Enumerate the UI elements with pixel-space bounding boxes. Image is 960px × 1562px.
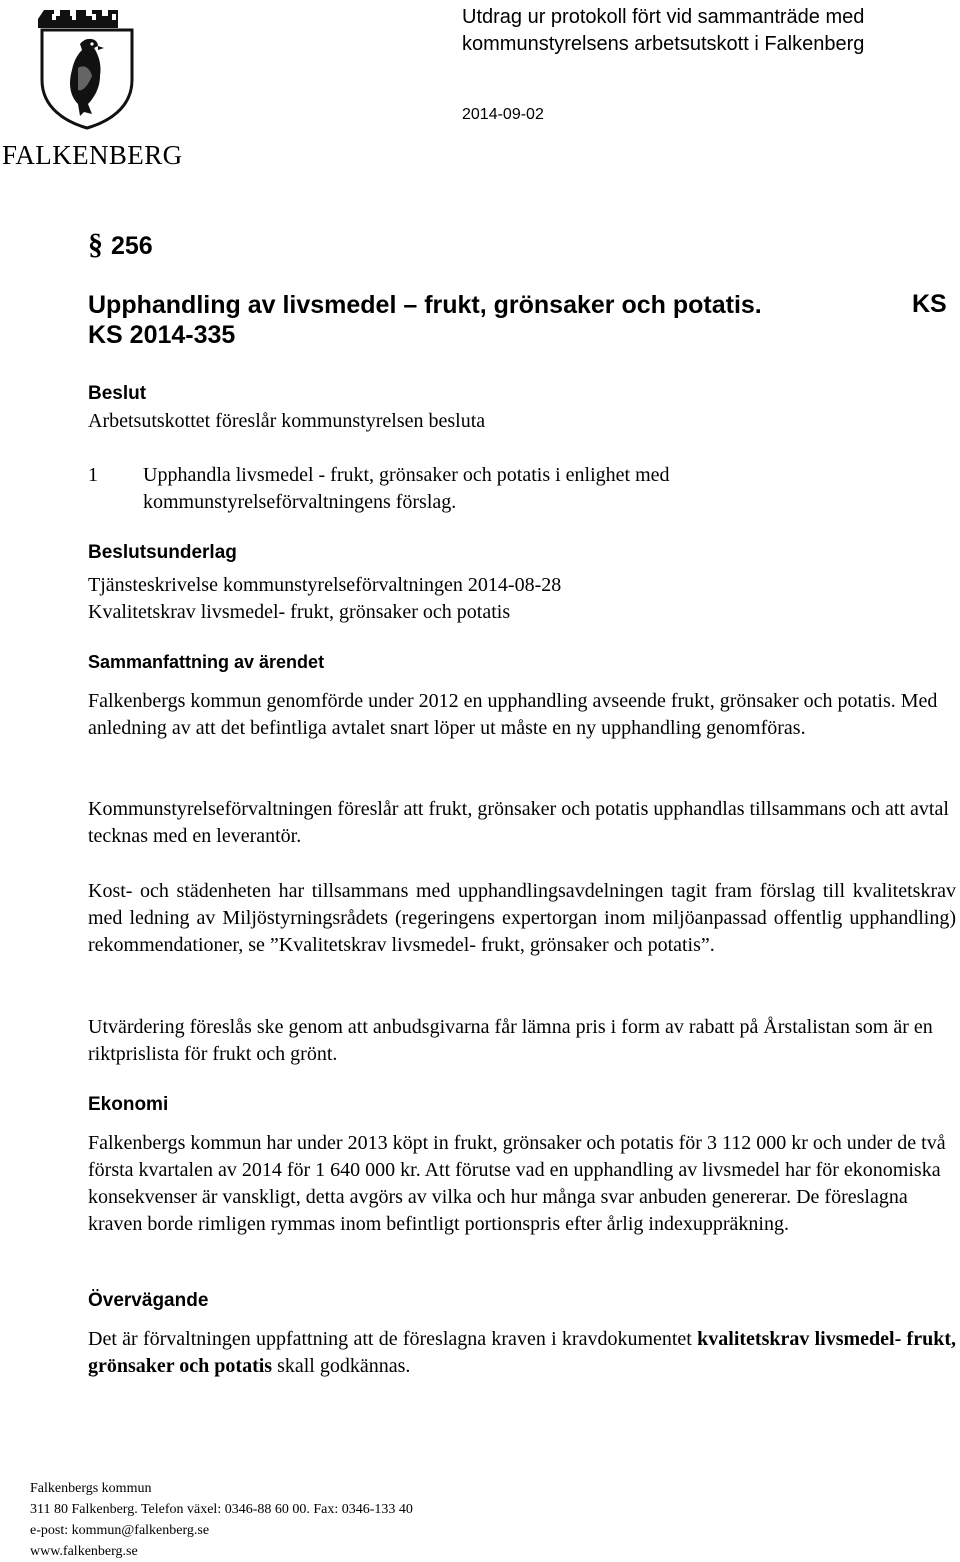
body-paragraph [88,1326,956,1380]
section-heading-beslutsunderlag: Beslutsunderlag [88,542,237,563]
footer-address: 311 80 Falkenberg. Telefon växel: 0346-88 60 00. Fax: 0346-133 40 [30,1502,413,1517]
falkenberg-crest-logo [38,4,136,130]
section-heading-beslut: Beslut [88,383,147,404]
beslut-list-item [88,462,863,516]
footer-org: Falkenbergs kommun [30,1481,152,1496]
list-item-number: 1 [88,464,98,486]
list-item-text: Upphandla livsmedel - frukt, grönsaker och potatis i enlighet med kommunstyrelseförvaltningens förslag. [143,464,670,513]
body-paragraph: Kost- och städenheten har tillsammans med upphandlingsavdelningen tagit fram förslag till kvalitetskrav med ledning av Miljöstyrningsrådets (regeringens expertorgan inom miljöanpassad offentlig upphandling) rekommendationer, se ”Kvalitetskrav livsmedel- frukt, grönsaker och potatis”. [88,880,956,956]
header-title-line: Utdrag ur protokoll fört vid sammanträde med [462,6,865,28]
case-title: Upphandling av livsmedel – frukt, grönsaker och potatis. [88,291,762,319]
underlag-item: Kvalitetskrav livsmedel- frukt, grönsaker och potatis [88,601,511,623]
section-heading-ekonomi: Ekonomi [88,1094,169,1115]
section-sign: § [88,228,103,261]
body-paragraph: Utvärdering föreslås ske genom att anbudsgivarna får lämna pris i form av rabatt på Årstalistan som är en riktprislista för frukt och grönt. [88,1016,933,1065]
case-heading [88,290,762,350]
header-title-line: kommunstyrelsens arbetsutskott i Falkenberg [462,33,865,55]
section-heading-overvagande: Övervägande [88,1290,209,1311]
body-text: Det är förvaltningen uppfattning att de föreslagna kraven i kravdokumentet [88,1328,698,1350]
case-tag: KS [912,290,947,318]
footer-email: e-post: kommun@falkenberg.se [30,1523,210,1538]
body-paragraph: Kommunstyrelseförvaltningen föreslår att frukt, grönsaker och potatis upphandlas tillsammans och att avtal tecknas med en leverantör. [88,798,949,847]
body-paragraph: Falkenbergs kommun har under 2013 köpt in frukt, grönsaker och potatis för 3 112 000 kr och under de två första kvartalen av 2014 för 1 640 000 kr. Att förutse vad en upphandling av livsmedel har för ekonomiska konsekvenser är vanskligt, detta avgörs av vilka och hur många svar anbuden genererar. De föreslagna kraven borde rimligen rymmas inom befintligt portionspris efter årlig indexuppräkning. [88,1132,946,1235]
body-text-bold: kvalitetskrav livsmedel- frukt, grönsaker och potatis [88,1328,956,1377]
case-reference: KS 2014-335 [88,321,236,349]
footer-website: www.falkenberg.se [30,1544,138,1559]
underlag-item: Tjänsteskrivelse kommunstyrelseförvaltningen 2014-08-28 [88,574,562,596]
beslut-text: Arbetsutskottet föreslår kommunstyrelsen besluta [88,410,486,432]
body-text: skall godkännas. [272,1355,411,1377]
document-header-title [462,4,952,58]
body-paragraph: Falkenbergs kommun genomförde under 2012 en upphandling avseende frukt, grönsaker och potatis. Med anledning av att det befintliga avtalet snart löper ut måste en ny upphandling genomföras. [88,690,938,739]
meeting-date: 2014-09-02 [462,106,544,123]
paragraph-number [88,228,153,262]
logo-wordmark: FALKENBERG [2,140,183,170]
page-footer [30,1478,413,1562]
section-heading-sammanfattning: Sammanfattning av ärendet [88,652,325,672]
paragraph-number-value: 256 [111,232,153,260]
